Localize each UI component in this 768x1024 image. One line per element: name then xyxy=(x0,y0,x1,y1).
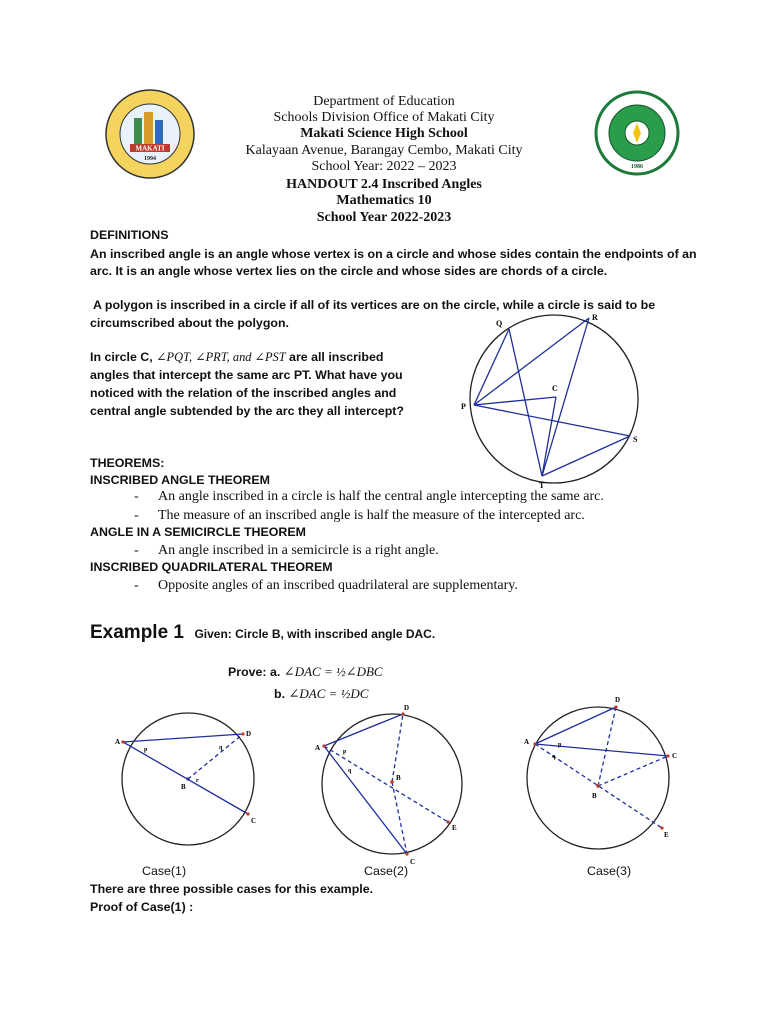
case2-chord-ac xyxy=(324,746,407,854)
case2-label-d: D xyxy=(404,704,410,712)
bullet-dash: - xyxy=(134,543,139,558)
question-line4: central angle subtended by the arc they all intercept? xyxy=(90,404,404,418)
case1-chord-ac xyxy=(123,742,248,814)
theorem1-item1 xyxy=(134,488,604,505)
chord-st xyxy=(542,436,630,476)
case2-label-c: C xyxy=(410,858,416,866)
question-angles-math: ∠PQT, ∠PRT, and ∠PST xyxy=(156,350,286,364)
case2-point-a xyxy=(322,744,325,747)
cases-note: There are three possible cases for this example. xyxy=(90,882,374,896)
chord-pr xyxy=(474,318,589,405)
circle-c-figure xyxy=(452,310,652,490)
case2-point-b xyxy=(390,780,394,784)
case3-label-q: q xyxy=(552,754,556,760)
prove-a-label: Prove: a. xyxy=(228,665,284,679)
question-line1-text: In circle C, xyxy=(90,350,157,364)
radius-cp xyxy=(474,397,556,405)
case3-label-d: D xyxy=(615,696,621,704)
case1-point-d xyxy=(241,732,244,735)
case3-label-e: E xyxy=(664,831,669,839)
bullet-dash: - xyxy=(134,489,139,504)
school-year-title: School Year 2022-2023 xyxy=(316,210,452,225)
case1-point-c xyxy=(246,812,249,815)
case2-label-q: q xyxy=(348,768,352,774)
theorem3-item1-text: Opposite angles of an inscribed quadrilateral are supplementary. xyxy=(158,578,518,593)
case3-label: Case(3) xyxy=(587,864,632,878)
case3-label-b: B xyxy=(592,792,597,800)
case2-figure xyxy=(312,694,472,874)
case1-label-r: r xyxy=(196,778,199,784)
definitions-heading: DEFINITIONS xyxy=(90,228,169,242)
subject-title: Mathematics 10 xyxy=(336,193,432,208)
handout-title: HANDOUT 2.4 Inscribed Angles xyxy=(286,177,482,192)
case3-point-e xyxy=(660,826,663,829)
label-t: T xyxy=(539,481,545,490)
case1-point-a xyxy=(121,740,124,743)
bullet-dash: - xyxy=(134,578,139,593)
case2-point-d xyxy=(401,712,404,715)
case1-label-c: C xyxy=(251,817,257,825)
question-line3: noticed with the relation of the inscribed angles and xyxy=(90,386,397,400)
prove-a xyxy=(228,664,383,680)
theorem1-item1-text: An angle inscribed in a circle is half the central angle intercepting the same arc. xyxy=(158,489,604,504)
label-r: R xyxy=(592,313,598,322)
label-p: P xyxy=(461,402,466,411)
example-given: Given: Circle B, with inscribed angle DAC. xyxy=(194,627,436,641)
header-dept: Department of Education xyxy=(313,94,455,109)
case1-point-b xyxy=(186,777,189,780)
label-c: C xyxy=(552,384,558,393)
case2-label-a: A xyxy=(315,744,321,752)
case3-figure xyxy=(518,694,688,864)
header-address: Kalayaan Avenue, Barangay Cembo, Makati City xyxy=(245,143,523,158)
theorem1-item2 xyxy=(134,507,585,524)
case2-label-e: E xyxy=(452,824,457,832)
theorem3-title: INSCRIBED QUADRILATERAL THEOREM xyxy=(90,560,333,574)
header-school: Makati Science High School xyxy=(300,126,468,141)
case1-radius-bd xyxy=(188,734,243,779)
case3-label-a: A xyxy=(524,738,530,746)
case1-figure xyxy=(110,700,270,860)
chord-qt xyxy=(509,329,542,476)
case1-label-b: B xyxy=(181,783,186,791)
circle-c xyxy=(470,315,638,483)
theorem2-item1 xyxy=(134,542,439,559)
chord-rt xyxy=(542,318,589,476)
case3-point-b xyxy=(596,784,600,788)
label-q: Q xyxy=(496,319,503,328)
theorem1-item2-text: The measure of an inscribed angle is half the measure of the intercepted arc. xyxy=(158,508,585,523)
header-division: Schools Division Office of Makati City xyxy=(273,110,495,125)
theorems-heading: THEOREMS: xyxy=(90,456,165,470)
case1-label-q: q xyxy=(219,745,223,751)
case3-label-p: p xyxy=(558,742,562,748)
case3-circle xyxy=(527,707,669,849)
prove-b-label: b. xyxy=(274,687,289,701)
example-title: Example 1 xyxy=(90,622,184,643)
case2-radius-bd xyxy=(392,714,403,782)
definition-inscribed-angle-l1: An inscribed angle is an angle whose vertex is on a circle and whose sides contain the endpoints of an xyxy=(90,247,697,261)
case2-point-c xyxy=(405,852,408,855)
case2-label: Case(2) xyxy=(364,864,409,878)
case3-point-a xyxy=(533,742,536,745)
question-line2: angles that intercept the same arc PT. What have you xyxy=(90,368,403,382)
theorem2-title: ANGLE IN A SEMICIRCLE THEOREM xyxy=(90,525,306,539)
theorem3-item1 xyxy=(134,577,518,594)
case3-chord-ad xyxy=(535,707,616,744)
case1-label-p: p xyxy=(144,747,148,753)
example-header xyxy=(90,622,435,644)
case3-label-c: C xyxy=(672,752,678,760)
logo-center-text: MAKATI xyxy=(135,144,165,153)
case3-radius-bd xyxy=(598,707,616,786)
case3-radius-bc xyxy=(598,756,668,786)
definition-polygon-l2: circumscribed about the polygon. xyxy=(90,316,289,330)
theorem1-title: INSCRIBED ANGLE THEOREM xyxy=(90,473,270,487)
theorem2-item1-text: An angle inscribed in a semicircle is a right angle. xyxy=(158,543,439,558)
prove-b-math: ∠DAC = ½DC xyxy=(288,686,369,701)
question-line1-tail: are all inscribed xyxy=(285,350,384,364)
definition-polygon-l1: A polygon is inscribed in a circle if all of its vertices are on the circle, while a circle is said to be xyxy=(90,298,656,312)
case1-label-d: D xyxy=(246,730,252,738)
definition-inscribed-angle-l2: arc. It is an angle whose vertex lies on the circle and whose sides are chords of a circle. xyxy=(90,264,608,278)
case3-point-c xyxy=(666,754,669,757)
case3-point-d xyxy=(614,705,617,708)
case2-diameter-ae xyxy=(324,746,448,822)
case1-label-a: A xyxy=(115,738,121,746)
proof-heading: Proof of Case(1) : xyxy=(90,900,194,914)
logo-year-right: 1986 xyxy=(631,164,643,170)
chord-pq xyxy=(474,329,509,405)
case1-label: Case(1) xyxy=(142,864,187,878)
case2-label-p: p xyxy=(343,749,347,755)
header-school-year: School Year: 2022 – 2023 xyxy=(311,159,457,174)
case1-chord-ad xyxy=(123,734,243,742)
logo-year: 1994 xyxy=(144,156,156,162)
prove-a-math: ∠DAC = ½∠DBC xyxy=(283,664,383,679)
question-line1 xyxy=(90,348,383,366)
label-s: S xyxy=(633,435,638,444)
case2-label-b: B xyxy=(396,774,401,782)
case2-point-e xyxy=(446,820,449,823)
bullet-dash: - xyxy=(134,508,139,523)
case2-chord-ad xyxy=(324,714,403,746)
